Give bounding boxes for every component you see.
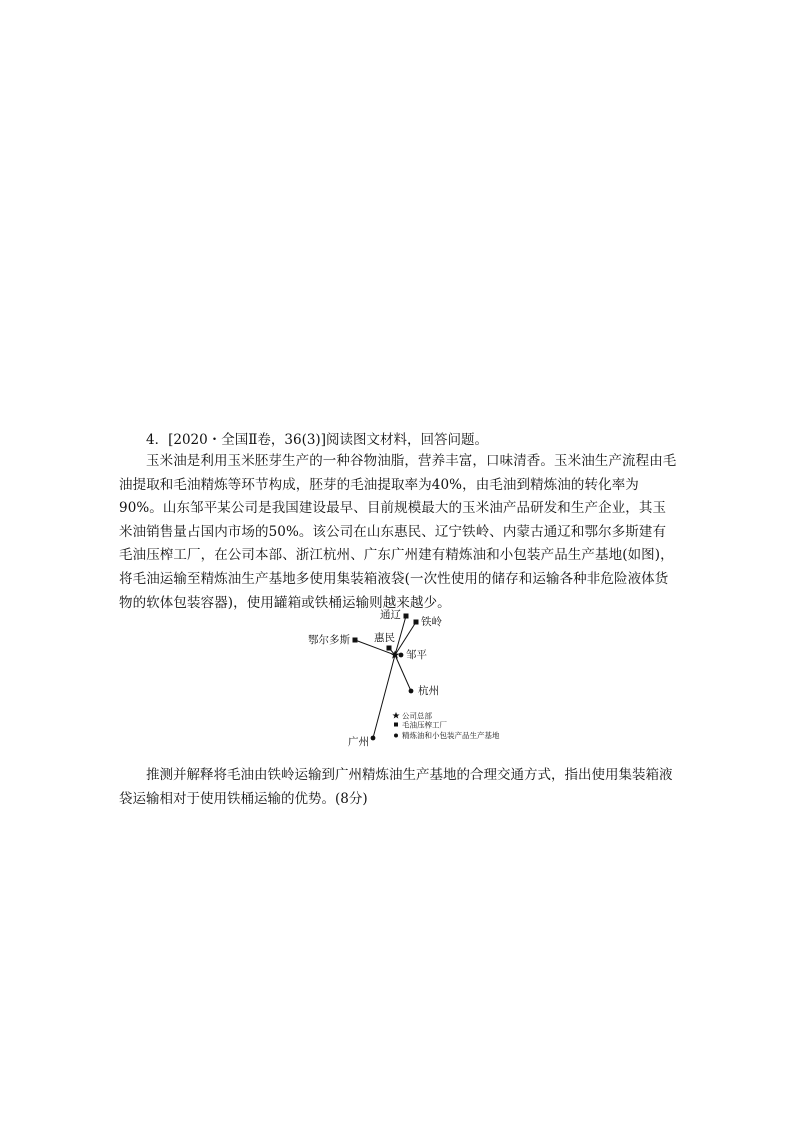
legend-star-icon <box>392 712 399 719</box>
tieling-marker <box>414 620 419 625</box>
hangzhou-marker <box>409 689 414 694</box>
ordos-marker <box>353 638 358 643</box>
question-title: 4．[2020・全国Ⅱ卷，36(3)]阅读图文材料，回答问题。 <box>146 432 488 448</box>
route-tongliao <box>395 616 406 655</box>
legend-refinery: 精炼油和小包装产品生产基地 <box>402 731 500 740</box>
huimin-marker <box>387 646 392 651</box>
label-guangzhou: 广州 <box>348 736 369 748</box>
question-prompt: 推测并解释将毛油由铁岭运输到广州精炼油生产基地的合理交通方式，指出使用集装箱液袋运输相对于使用铁桶运输的优势。(8分) <box>119 767 673 807</box>
route-guangzhou <box>373 655 395 738</box>
question-paragraph: 玉米油是利用玉米胚芽生产的一种谷物油脂，营养丰富，口味清香。玉米油生产流程由毛油提取和毛油精炼等环节构成，胚芽的毛油提取率为40%，由毛油到精炼油的转化率为90%。山东邹平某公司是我国建设最早、目前规模最大的玉米油产品研发和生产企业，其玉米油销售量占国内市场的50%。该公司在山东惠民、辽宁铁岭、内蒙古通辽和鄂尔多斯建有毛油压榨工厂，在公司本部、浙江杭州、广东广州建有精炼油和小包装产品生产基地(如图)，将毛油运输至精炼油生产基地多使用集装箱液袋(一次性使用的储存和运输各种非危险液体货物的软体包装容器)，使用罐箱或铁桶运输则越来越少。 <box>119 453 677 611</box>
legend-square-icon <box>394 723 398 727</box>
label-zouping: 邹平 <box>406 649 427 661</box>
guangzhou-marker <box>371 736 376 741</box>
tongliao-marker <box>404 614 409 619</box>
map-legend <box>392 711 500 741</box>
label-tongliao: 通辽 <box>380 609 401 621</box>
zouping-marker <box>399 653 404 658</box>
legend-press: 毛油压榨工厂 <box>402 720 447 730</box>
legend-dot-icon <box>394 734 398 738</box>
distribution-map <box>300 600 530 752</box>
label-tieling: 铁岭 <box>421 616 442 628</box>
label-huimin: 惠民 <box>374 632 395 644</box>
label-hangzhou: 杭州 <box>418 685 439 697</box>
legend-hq: 公司总部 <box>402 711 432 721</box>
label-ordos: 鄂尔多斯 <box>308 634 350 646</box>
